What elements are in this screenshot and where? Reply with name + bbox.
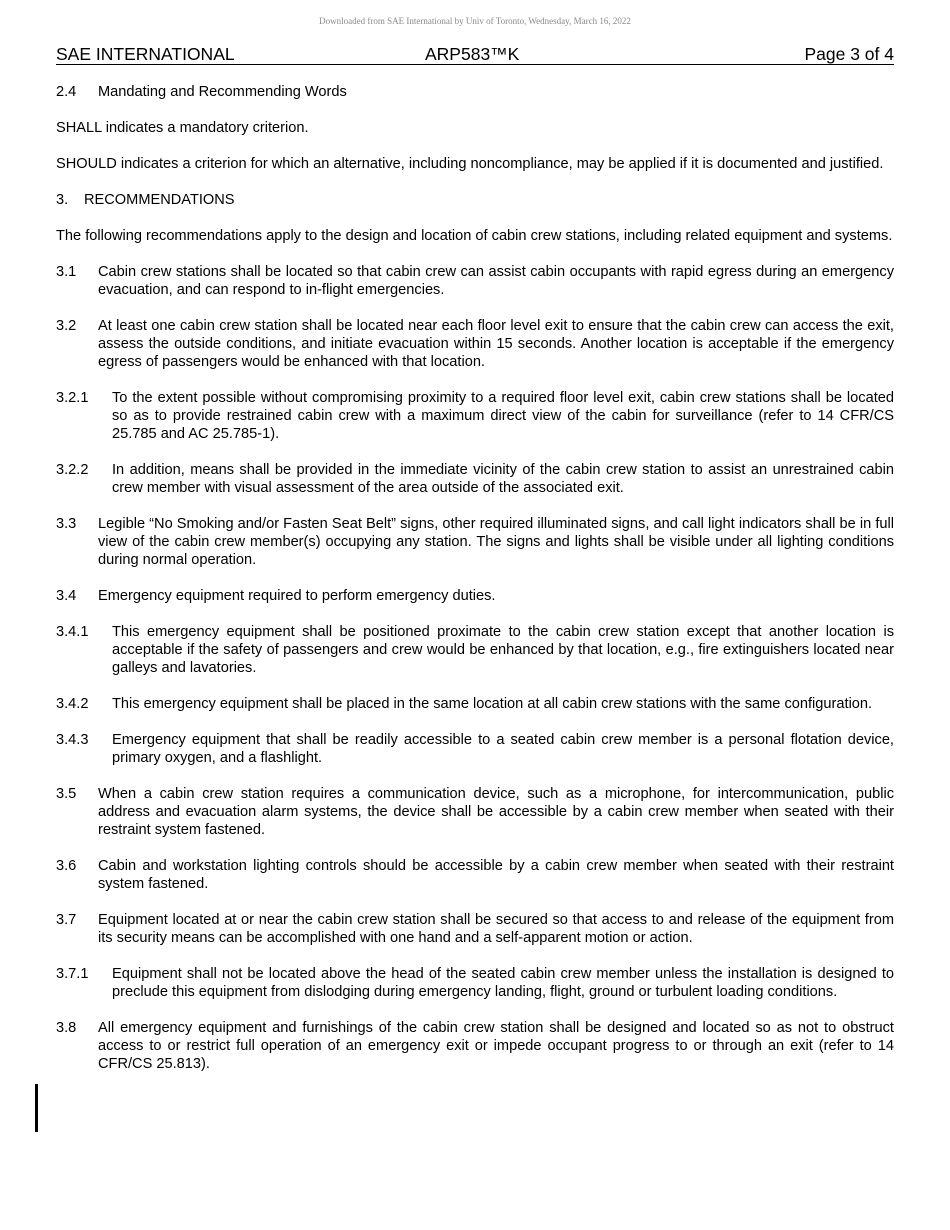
- download-watermark: Downloaded from SAE International by Univ of Toronto, Wednesday, March 16, 2022: [319, 16, 631, 26]
- clause-text: Equipment shall not be located above the head of the seated cabin crew member unless the installation is designed to preclude this equipment from dislodging during emergency landing, flight, ground or turbulent loading conditions.: [112, 966, 894, 1000]
- clause-number: 3.5: [56, 786, 77, 802]
- page-header: [56, 44, 894, 65]
- clause-3-7-1: [56, 965, 894, 1001]
- clause-number: 3.2.2: [56, 462, 89, 478]
- clause-number: 3.2: [56, 318, 77, 334]
- clause-number: 3.2.1: [56, 390, 89, 406]
- clause-text: Emergency equipment required to perform emergency duties.: [98, 588, 496, 604]
- clause-3-2: [56, 317, 894, 371]
- shall-definition: SHALL indicates a mandatory criterion.: [56, 120, 309, 136]
- clause-number: 3.4: [56, 588, 77, 604]
- clause-text: Emergency equipment that shall be readily accessible to a seated cabin crew member is a personal flotation device, primary oxygen, and a flashlight.: [112, 732, 894, 766]
- clause-text: All emergency equipment and furnishings of the cabin crew station shall be designed and located so as not to obstruct access to or restrict full operation of an emergency exit or impede occupant progress to or through an exit (refer to 14 CFR/CS 25.813).: [98, 1020, 894, 1072]
- header-page-number: Page 3 of 4: [804, 44, 894, 64]
- clause-text: This emergency equipment shall be placed in the same location at all cabin crew stations with the same configuration.: [112, 696, 873, 712]
- clause-text: Cabin crew stations shall be located so that cabin crew can assist cabin occupants with rapid egress during an emergency evacuation, and can respond to in-flight emergencies.: [98, 264, 894, 298]
- clause-number: 3.7.1: [56, 966, 89, 982]
- clause-3-8: [56, 1019, 894, 1073]
- clause-3-4-1: [56, 623, 894, 677]
- section-number: 3.: [56, 192, 69, 208]
- clause-text: When a cabin crew station requires a communication device, such as a microphone, for intercommunication, public address and evacuation alarm systems, the device shall be accessible by a cabin crew member when seated with their restraint system fastened.: [98, 786, 894, 838]
- revision-change-bar: [35, 1084, 38, 1132]
- clause-number: 3.6: [56, 858, 77, 874]
- clause-text: This emergency equipment shall be positioned proximate to the cabin crew station except that another location is acceptable if the safety of passengers and crew would be enhanced by that location, e.g., fire extinguishers located near galleys and lavatories.: [112, 624, 894, 676]
- clause-text: In addition, means shall be provided in the immediate vicinity of the cabin crew station to assist an unrestrained cabin crew member with visual assessment of the area outside of the associated exit.: [112, 462, 894, 496]
- clause-text: At least one cabin crew station shall be located near each floor level exit to ensure that the cabin crew can access the exit, assess the outside conditions, and initiate evacuation within 15 seconds. Another location is acceptable if the emergency egress of passengers would be enhanced with that location.: [98, 318, 894, 370]
- clause-number: 3.4.3: [56, 732, 89, 748]
- clause-number: 3.8: [56, 1020, 77, 1036]
- clause-number: 3.1: [56, 264, 77, 280]
- section-title: RECOMMENDATIONS: [84, 192, 235, 208]
- clause-3-4-2: [56, 695, 894, 713]
- section-number: 2.4: [56, 84, 77, 100]
- clause-number: 3.7: [56, 912, 77, 928]
- clause-text: Legible “No Smoking and/or Fasten Seat Belt” signs, other required illuminated signs, and call light indicators shall be in full view of the cabin crew member(s) occupying any station. The signs and lights shall be visible under all lighting conditions during normal operation.: [98, 516, 894, 568]
- clause-text: To the extent possible without compromising proximity to a required floor level exit, cabin crew stations shall be located so as to provide restrained cabin crew with a maximum direct view of the cabin for surveillance (refer to 14 CFR/CS 25.785 and AC 25.785-1).: [112, 390, 894, 442]
- clause-number: 3.4.2: [56, 696, 89, 712]
- clause-3-4: [56, 587, 894, 605]
- recommendations-intro: The following recommendations apply to the design and location of cabin crew stations, including related equipment and systems.: [56, 228, 893, 244]
- clause-number: 3.3: [56, 516, 77, 532]
- section-title: Mandating and Recommending Words: [98, 84, 347, 100]
- clause-3-7: [56, 911, 894, 947]
- clause-3-4-3: [56, 731, 894, 767]
- header-org: SAE INTERNATIONAL: [56, 44, 235, 64]
- should-definition: SHOULD indicates a criterion for which an alternative, including noncompliance, may be applied if it is documented and justified.: [56, 156, 884, 172]
- clause-3-1: [56, 263, 894, 299]
- clause-text: Cabin and workstation lighting controls should be accessible by a cabin crew member when seated with their restraint system fastened.: [98, 858, 894, 892]
- clause-3-6: [56, 857, 894, 893]
- clause-text: Equipment located at or near the cabin crew station shall be secured so that access to and release of the equipment from its security means can be accomplished with one hand and a self-apparent motion or action.: [98, 912, 894, 946]
- clause-3-2-1: [56, 389, 894, 443]
- clause-3-3: [56, 515, 894, 569]
- document-body: [56, 83, 894, 1091]
- clause-number: 3.4.1: [56, 624, 89, 640]
- header-doc-id: ARP583™K: [425, 44, 520, 64]
- clause-3-2-2: [56, 461, 894, 497]
- section-heading-3: [56, 191, 894, 209]
- clause-3-5: [56, 785, 894, 839]
- section-heading-2-4: [56, 83, 894, 101]
